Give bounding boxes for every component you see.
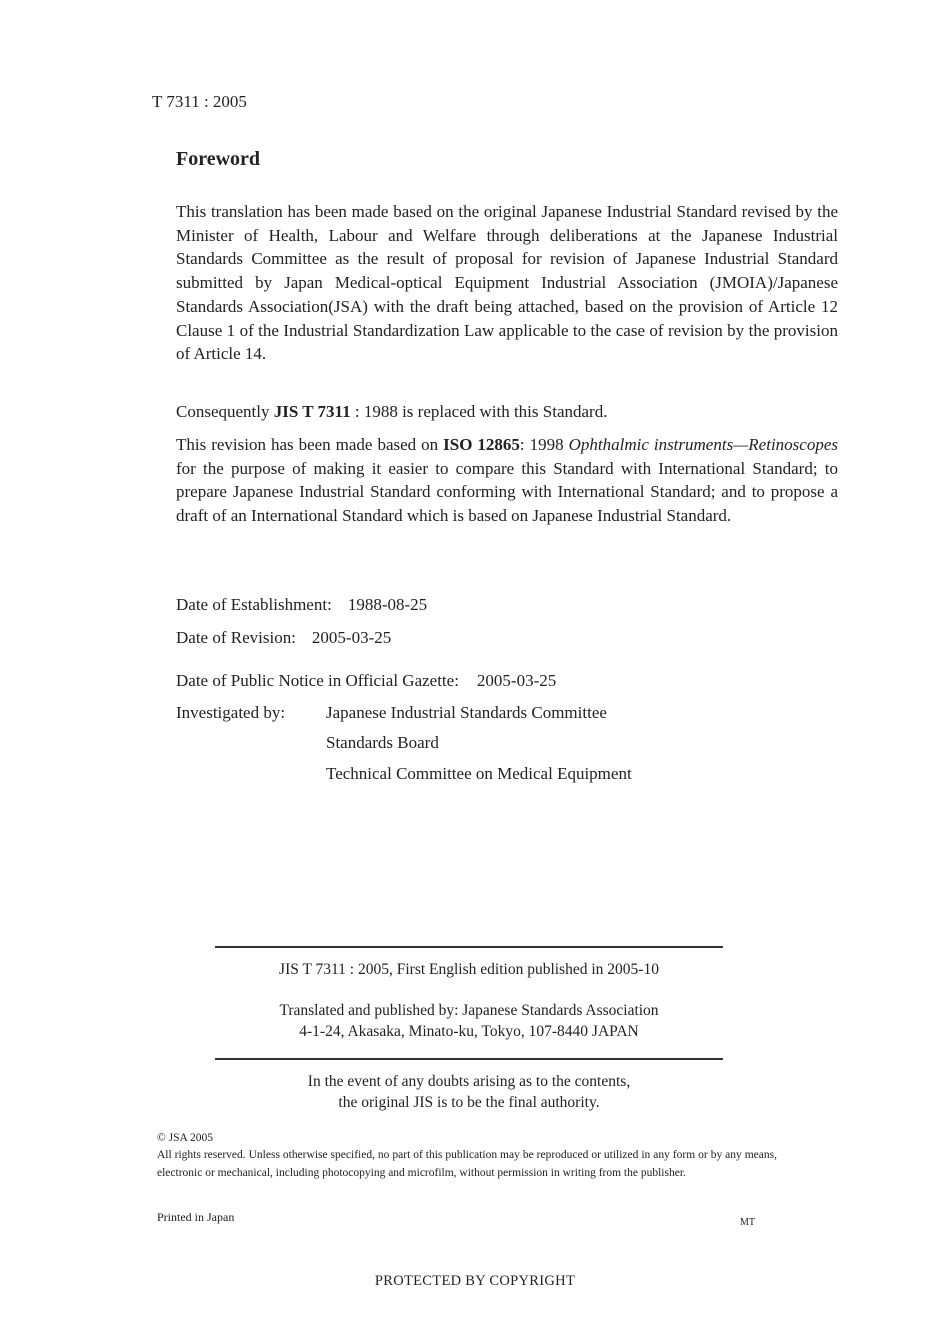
- rights-statement: All rights reserved. Unless otherwise specified, no part of this publication may be reproduced or utilized in any form or by any means, electronic or mechanical, including photocopying and microfilm, without permission in writing from the publisher.: [157, 1149, 777, 1179]
- establishment-value: 1988-08-25: [347, 595, 428, 614]
- gazette-label: Date of Public Notice in Official Gazette:: [176, 671, 459, 690]
- date-of-establishment: [176, 595, 427, 615]
- p3-iso-title: Ophthalmic instruments—Retinoscopes: [568, 435, 838, 454]
- investigated-by-line-3: Technical Committee on Medical Equipment: [326, 764, 632, 783]
- revision-label: Date of Revision:: [176, 628, 296, 647]
- p3-text-mid: : 1998: [519, 435, 569, 454]
- edition-info: JIS T 7311 : 2005, First English edition published in 2005-10: [279, 961, 659, 978]
- standard-code: T 7311 : 2005: [152, 92, 247, 111]
- investigated-by-line-1: Japanese Industrial Standards Committee: [326, 703, 607, 722]
- p3-text-post: for the purpose of making it easier to compare this Standard with International Standard; to prepare Japanese Industrial Standard conforming with International Standard; and to propose a draft of an International Standard which is based on Japanese Industrial Standard.: [176, 458, 838, 526]
- printed-in: Printed in Japan: [157, 1210, 235, 1224]
- foreword-paragraph-2: [176, 400, 838, 424]
- gazette-value: 2005-03-25: [476, 671, 557, 690]
- publisher-line: Translated and published by: Japanese Standards Association: [279, 1002, 659, 1019]
- p2-text-post: : 1988 is replaced with this Standard.: [350, 402, 608, 421]
- authority-notice: [215, 1071, 723, 1113]
- foreword-heading: Foreword: [176, 148, 261, 170]
- publisher-info: [215, 1000, 723, 1042]
- authority-notice-line-2: the original JIS is to be the final authority.: [338, 1094, 600, 1111]
- date-of-public-notice: [176, 671, 556, 691]
- revision-value: 2005-03-25: [311, 628, 392, 647]
- p2-text-pre: Consequently: [176, 402, 274, 421]
- top-divider: [215, 946, 723, 948]
- publisher-address: 4-1-24, Akasaka, Minato-ku, Tokyo, 107-8440 JAPAN: [299, 1023, 639, 1040]
- bottom-divider: [215, 1058, 723, 1060]
- p3-iso-ref: ISO 12865: [443, 435, 520, 454]
- p3-text-pre: This revision has been made based on: [176, 435, 444, 454]
- mt-mark: MT: [740, 1217, 755, 1228]
- establishment-label: Date of Establishment:: [176, 595, 332, 614]
- foreword-paragraph-1: This translation has been made based on the original Japanese Industrial Standard revised by the Minister of Health, Labour and Welfare through deliberations at the Japanese Industrial Standards Committee as the result of proposal for revision of Japanese Industrial Standard submitted by Japan Medical-optical Equipment Industrial Association (JMOIA)/Japanese Standards Association(JSA) with the draft being attached, based on the provision of Article 12 Clause 1 of the Industrial Standardization Law applicable to the case of revision by the provision of Article 14.: [176, 202, 838, 364]
- copyright-line: © JSA 2005: [157, 1132, 214, 1144]
- authority-notice-line-1: In the event of any doubts arising as to the contents,: [307, 1073, 631, 1090]
- foreword-paragraph-3: [176, 433, 838, 528]
- p2-standard-ref: JIS T 7311: [273, 402, 351, 421]
- investigated-by-label: Investigated by:: [176, 703, 286, 722]
- investigated-by-line-2: Standards Board: [326, 733, 439, 752]
- date-of-revision: [176, 628, 391, 648]
- protected-by-copyright: PROTECTED BY COPYRIGHT: [374, 1273, 576, 1289]
